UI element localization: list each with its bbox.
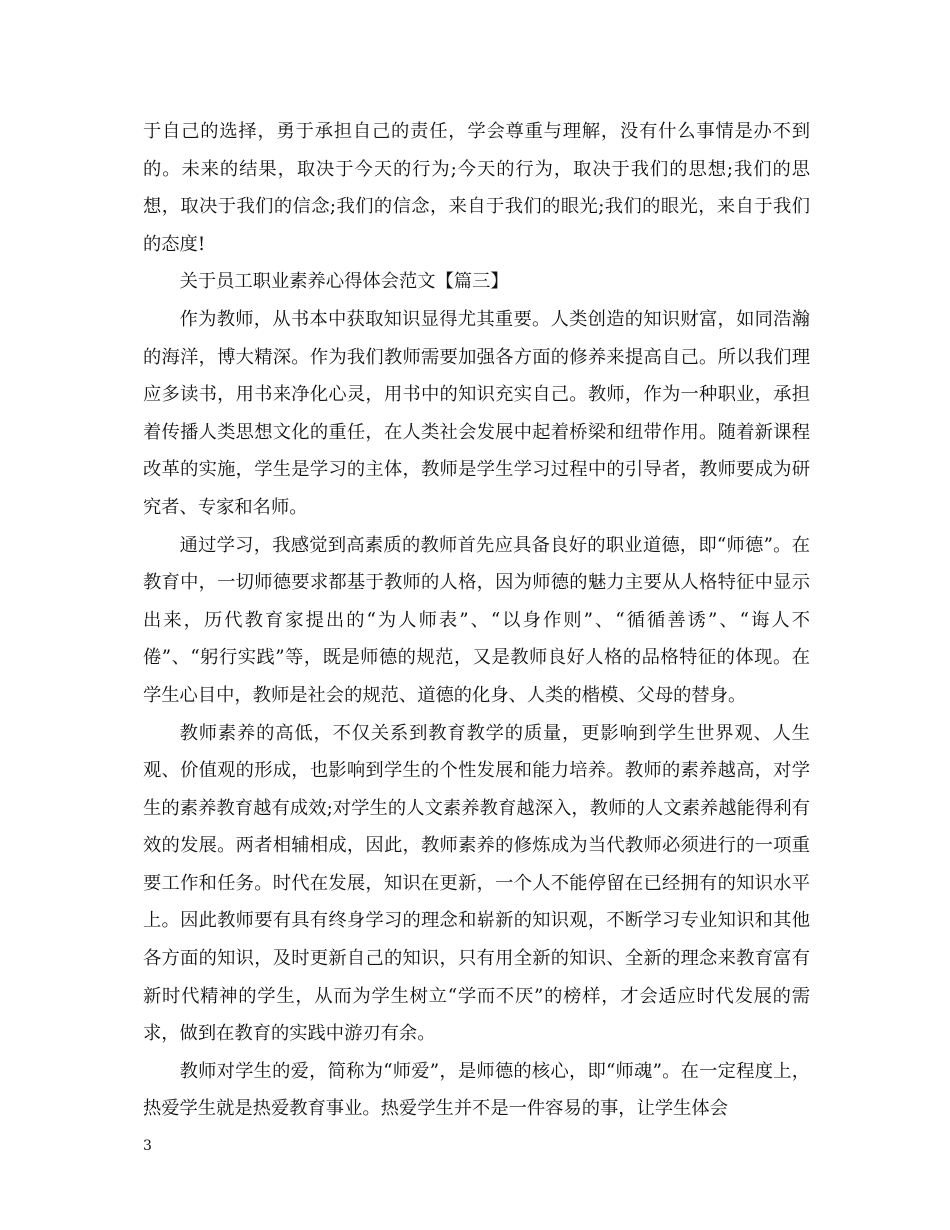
paragraph: 教师素养的高低，不仅关系到教育教学的质量，更影响到学生世界观、人生观、价值观的形成，也影响到学生的个性发展和能力培养。教师的素养越高，对学生的素养教育越有成效;对学生的人文素养教育越深入，教师的人文素养越能得利有效的发展。两者相辅相成，因此，教师素养的修炼成为当代教师必须进行的一项重要工作和任务。时代在发展，知识在更新，一个人不能停留在已经拥有的知识水平上。因此教师要有具有终身学习的理念和崭新的知识观，不断学习专业知识和其他各方面的知识，及时更新自己的知识，只有用全新的知识、全新的理念来教育富有新时代精神的学生，从而为学生树立“学而不厌”的榜样，才会适应时代发展的需求，做到在教育的实践中游刃有余。 <box>143 722 810 1045</box>
section-heading: 关于员工职业素养心得体会范文【篇三】 <box>179 271 509 293</box>
page-number: 3 <box>143 1138 152 1154</box>
paragraph: 通过学习，我感觉到高素质的教师首先应具备良好的职业道德，即“师德”。在教育中，一切师德要求都基于教师的人格，因为师德的魅力主要从人格特征中显示出来，历代教育家提出的“为人师表”、“以身作则”、“循循善诱”、“诲人不倦”、“躬行实践”等，既是师德的规范，又是教师良好人格的品格特征的体现。在学生心目中，教师是社会的规范、道德的化身、人类的楷模、父母的替身。 <box>143 534 810 706</box>
body-text <box>143 113 810 1128</box>
paragraph-continuation: 于自己的选择，勇于承担自己的责任，学会尊重与理解，没有什么事情是办不到的。未来的结果，取决于今天的行为;今天的行为，取决于我们的思想;我们的思想，取决于我们的信念;我们的信念，来自于我们的眼光;我们的眼光，来自于我们的态度! <box>143 121 810 255</box>
paragraph: 教师对学生的爱，简称为“师爱”，是师德的核心，即“师魂”。在一定程度上，热爱学生就是热爱教育事业。热爱学生并不是一件容易的事，让学生体会 <box>143 1060 810 1120</box>
paragraph: 作为教师，从书本中获取知识显得尤其重要。人类创造的知识财富，如同浩瀚的海洋，博大精深。作为我们教师需要加强各方面的修养来提高自己。所以我们理应多读书，用书来净化心灵，用书中的知识充实自己。教师，作为一种职业，承担着传播人类思想文化的重任，在人类社会发展中起着桥梁和纽带作用。随着新课程改革的实施，学生是学习的主体，教师是学生学习过程中的引导者，教师要成为研究者、专家和名师。 <box>143 308 810 518</box>
